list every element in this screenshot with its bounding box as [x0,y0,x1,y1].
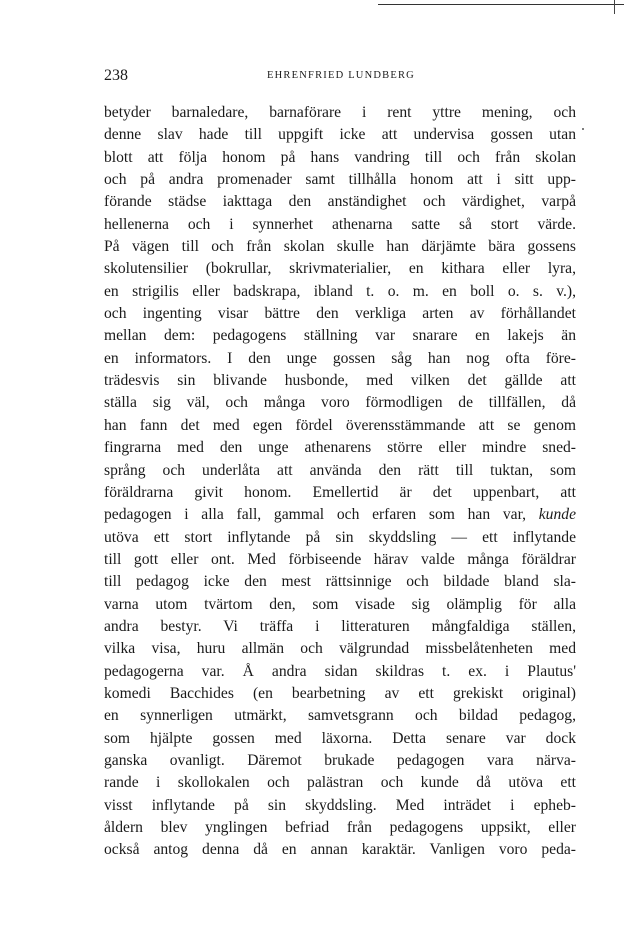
page-header [104,66,578,86]
text-line: vilka visa, huru allmän och välgrundad missbelåtenheten med [104,640,576,658]
text-line: ganska ovanligt. Däremot brukade pedagogen vara närva- [104,751,576,769]
text-line: föräldrarna givit honom. Emellertid är det uppenbart, att [104,483,576,501]
text-line: språng och underlåta att använda den rätt till tuktan, som [104,461,576,479]
text-line: också antog denna då en annan karaktär. Vanligen voro peda- [104,841,576,859]
text-line: blott att följa honom på hans vandring till och från skolan [104,148,576,166]
page-number: 238 [104,67,128,84]
text-line: åldern blev ynglingen befriad från pedagogens uppsikt, eller [104,819,576,836]
text-line: pedagogerna var. Å andra sidan skildras t. ex. i Plautus' [104,662,576,680]
text-line: förande städse iakttaga den anständighet och värdighet, varpå [104,193,576,211]
text-line: andra bestyr. Vi träffa i litteraturen mångfaldiga ställen, [104,617,576,635]
text-line: varna utom tvärtom den, som visade sig olämplig för alla [104,595,576,613]
text-line: en strigilis eller badskrapa, ibland t. o. m. en boll o. s. v.), [104,282,576,300]
page-edge-mark [614,0,615,14]
text-line: komedi Bacchides (en bearbetning av ett grekiskt original) [104,684,576,702]
text-line: visst inflytande på sin skyddsling. Med inträdet i epheb- [104,796,576,814]
text-line: och på andra promenader samt tillhålla honom att i sitt upp- [104,171,576,189]
text-line: till gott eller ont. Med förbiseende härav valde många föräldrar [104,550,576,568]
text-line: skolutensilier (bokrullar, skrivmaterialier, en kithara eller lyra, [104,260,576,278]
text-line: och ingenting visar bättre den verkliga arten av förhållandet [104,305,576,323]
text-line: till pedagog icke den mest rättsinnige och bildade bland sla- [104,573,576,591]
text-line: trädesvis sin blivande husbonde, med vilken det gällde att [104,372,576,390]
text-line: en informators. I den unge gossen såg han nog ofta före- [104,349,576,367]
text-line: pedagogen i alla fall, gammal och erfaren som han var, kunde [104,506,576,524]
text-line: fingrarna med den unge athenarens större eller mindre sned- [104,439,576,457]
text-line: en synnerligen utmärkt, samvetsgrann och bildad pedagog, [104,707,576,725]
print-speck [582,128,584,130]
text-line: rande i skollokalen och palästran och kunde då utöva ett [104,774,576,792]
text-line: han fann det med egen fördel överensstämmande att se genom [104,416,576,434]
text-line: betyder barnaledare, barnaförare i rent yttre mening, och [104,104,576,121]
text-line: utöva ett stort inflytande på sin skyddsling — ett inflytande [104,528,576,546]
top-rule [378,4,624,5]
body-text [104,102,576,862]
text-line: På vägen till och från skolan skulle han därjämte bära gossens [104,238,576,256]
text-line: denne slav hade till uppgift icke att undervisa gossen utan [104,126,576,144]
text-line: som hjälpte gossen med läxorna. Detta senare var dock [104,729,576,747]
text-line: ställa sig väl, och många voro förmodligen de tillfällen, då [104,394,576,412]
text-line: hellenerna och i synnerhet athenarna satte så stort värde. [104,215,576,233]
running-head: EHRENFRIED LUNDBERG [267,70,415,81]
emphasized-word: kunde [538,506,576,524]
text-line: mellan dem: pedagogens ställning var snarare en lakejs än [104,327,576,345]
